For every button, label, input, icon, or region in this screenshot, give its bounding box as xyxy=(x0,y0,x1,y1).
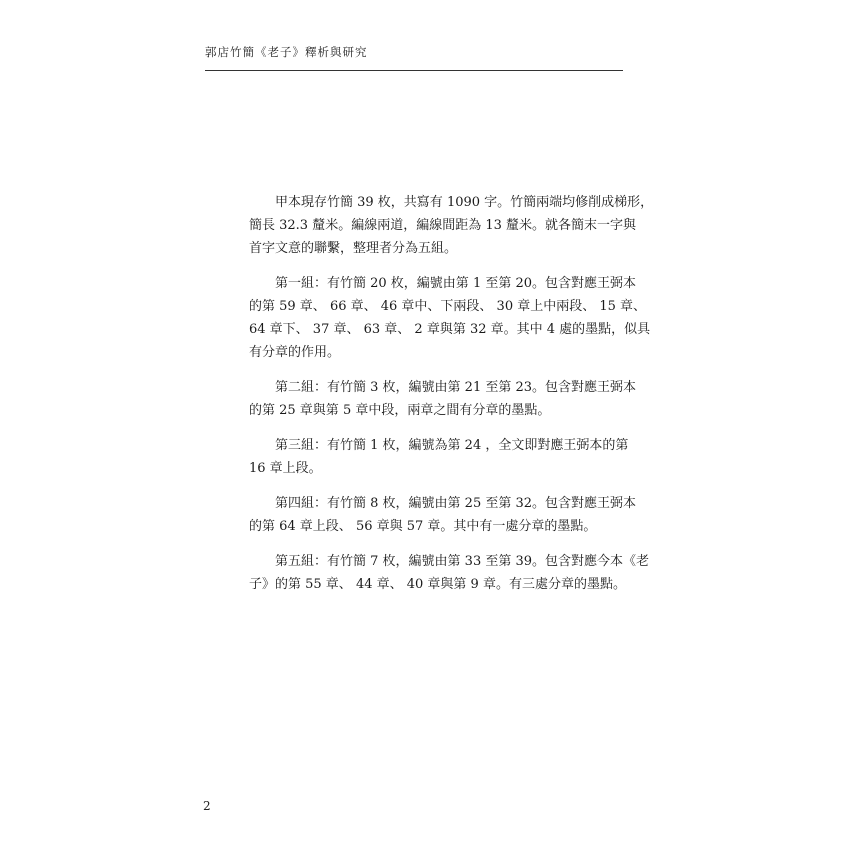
paragraph-group-2 xyxy=(249,376,637,422)
header-rule xyxy=(205,70,623,71)
running-head: 郭店竹簡《老子》釋析與研究 xyxy=(205,45,368,59)
text-line: 的第 25 章與第 5 章中段，兩章之間有分章的墨點。 xyxy=(249,403,551,418)
text-line: 簡長 32.3 釐米。編線兩道，編線間距為 13 釐米。就各簡末一字與 xyxy=(249,218,637,233)
text-line: 有分章的作用。 xyxy=(249,345,341,360)
text-line: 第三組：有竹簡 1 枚，編號為第 24 ，全文即對應王弼本的第 xyxy=(275,438,629,453)
page-number: 2 xyxy=(203,799,211,813)
text-line: 的第 64 章上段、 56 章與 57 章。其中有一處分章的墨點。 xyxy=(249,519,597,534)
text-line: 甲本現存竹簡 39 枚，共寫有 1090 字。竹簡兩端均修削成梯形， xyxy=(275,195,654,210)
text-line: 第四組：有竹簡 8 枚，編號由第 25 至第 32。包含對應王弼本 xyxy=(275,496,637,511)
text-line: 第二組：有竹簡 3 枚，編號由第 21 至第 23。包含對應王弼本 xyxy=(275,380,637,395)
paragraph-group-4 xyxy=(249,492,637,538)
paragraph-group-5 xyxy=(249,550,650,596)
paragraph-intro xyxy=(249,191,654,260)
text-line: 的第 59 章、 66 章、 46 章中、下兩段、 30 章上中兩段、 15 章、 xyxy=(249,299,647,314)
body-text xyxy=(249,191,654,608)
paragraph-group-1 xyxy=(249,272,651,364)
paragraph-group-3 xyxy=(249,434,629,480)
text-line: 第一組：有竹簡 20 枚，編號由第 1 至第 20。包含對應王弼本 xyxy=(275,276,637,291)
text-line: 16 章上段。 xyxy=(249,461,322,476)
text-line: 第五組：有竹簡 7 枚，編號由第 33 至第 39。包含對應今本《老 xyxy=(275,554,650,569)
text-line: 子》的第 55 章、 44 章、 40 章與第 9 章。有三處分章的墨點。 xyxy=(249,577,626,592)
text-line: 首字文意的聯繫，整理者分為五組。 xyxy=(249,241,458,256)
text-line: 64 章下、 37 章、 63 章、 2 章與第 32 章。其中 4 處的墨點，似具 xyxy=(249,322,651,337)
